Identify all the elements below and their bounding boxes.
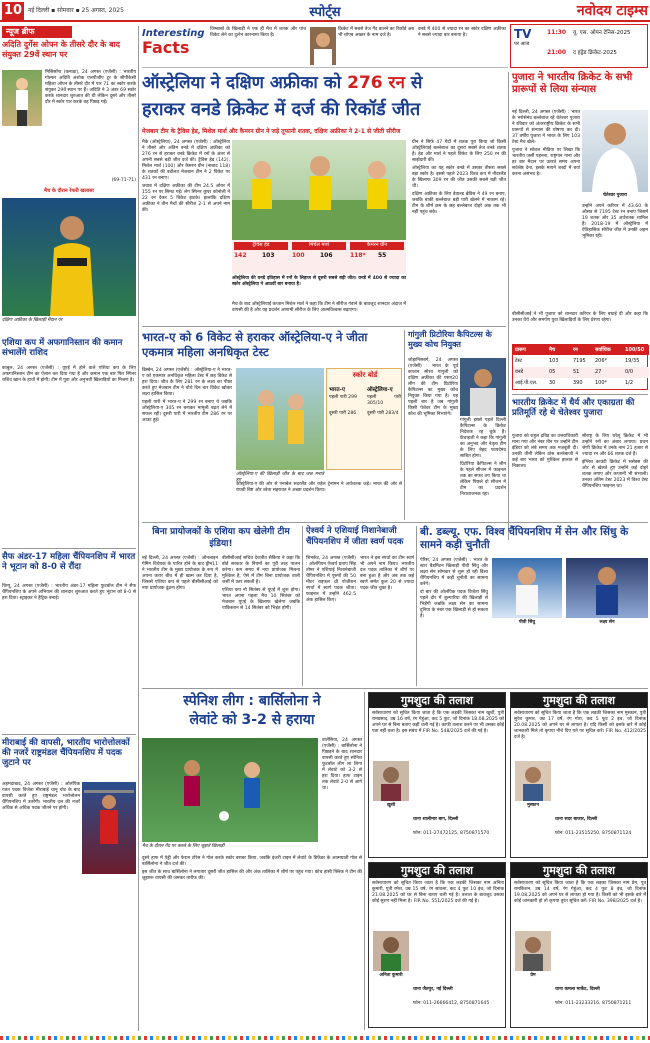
story1-headline: अदिति दुर्गेस ओपन के तीसरे दौर के बाद संयुक्त 29वें स्थान पर [2, 40, 120, 59]
cell: 30 [549, 380, 556, 386]
missing-phone: फोन: 011-23515250, 8750871124 [555, 831, 632, 836]
pujara-stats-table [512, 344, 648, 390]
missing-body: सर्वसाधारण को सूचित किया जाता है कि एक लड़की जिसका नाम खुशी, पुत्री रामप्रसाद, उम्र 16 वर्ष, रंग गेहुंआ, कद 5 फुट, जो दिनांक 18.08.2025 को अपने घर से बिना बताए कहीं चली गई है। काफी तलाश करने पर भी उसका कोई पता नहीं चला है। इस संबंध में FIR No. 548/2025 दर्ज की गई है। [372, 711, 504, 734]
missing-phone: फोन: 011-23233216, 8750871211 [555, 1001, 632, 1006]
story3-headline: सैफ अंडर-17 महिला चैंपियनशिप में भारत ने भूटान को 8-0 से रौंदा [2, 552, 136, 572]
cell: 27 [595, 369, 602, 375]
masthead [0, 0, 650, 22]
section-title: स्पोर्ट्स [309, 5, 341, 20]
asia-body2: बीसीसीआई सचिव देवजीत सैकिया ने कहा कि बोर्ड सरकार के नियमों का पूरी तरह पालन करेगा। कम समय में नया प्रायोजक मिलना मुश्किल है, ऐसे में टीम बिना प्रायोजक वाली जर्सी में उतर सकती है। [222, 556, 300, 585]
score3-label: कैमरन ग्रीन [350, 242, 404, 250]
score3-balls: 55 [378, 252, 387, 259]
missing-body: सर्वसाधारण को सूचित किया जाता है कि एक लड़की जिसका नाम मुस्कान, पुत्री सुरेश कुमार, उम्र 17 वर्ष, रंग गोरा, कद 5 फुट 2 इंच, जो दिनांक 20.08.2025 को अपने घर से लापता है। यदि किसी को इसके बारे में कोई जानकारी मिले तो कृपया नीचे दिए पते पर सूचित करें। FIR No. 412/2025 दर्ज है। [514, 711, 646, 740]
cell: 0/0 [625, 369, 634, 375]
score2-label: मिचेल मार्श [292, 242, 346, 250]
lakshya-photo [566, 558, 648, 618]
th-4: 100/50 [625, 347, 645, 353]
laliga-body3: इस जीत के साथ बार्सिलोना ने लगातार दूसरी जीत हासिल की और अंक तालिका में शीर्ष पर पहुंच गया। कोच हांसी फ्लिक ने टीम की जुझारू वापसी की जमकर तारीफ की। [142, 870, 362, 881]
tv-time2: 21:00 [547, 49, 567, 56]
fact-player-photo [310, 27, 336, 65]
bwf-col1 [420, 558, 488, 686]
tv-show2: द हंड्रेड क्रिकेट-2025 [573, 50, 617, 56]
laliga-body2: दूसरे हाफ में पेड्री और फेरान टोरेस ने गोल करके स्कोर बराबर किया, जबकि इंजरी टाइम में लेवांटे के डिफेंडर के आत्मघाती गोल से बार्सिलोना ने जीत दर्ज की। [142, 856, 362, 867]
bwf-headline: बी. डब्ल्यू. एफ. विश्व चैंपियनशिप में सेन और सिंधु के सामने कड़ी चुनौती [420, 526, 629, 551]
ganguly-col2 [460, 418, 506, 518]
cell: 100* [595, 380, 608, 386]
chess-headline: भारतीय क्रिकेट में धैर्य और एकाग्रता की प्रतिमूर्ति रहे थे चेतेश्वर पुजारा [512, 398, 635, 418]
table-row [513, 367, 649, 378]
story3-body: थिम्पू, 24 अगस्त (एजेंसी) : भारतीय अंडर-17 महिला फुटबॉल टीम ने सैफ चैंपियनशिप के अपने अभियान की शानदार शुरुआत करते हुए भूटान को 8-0 से हरा दिया। स्ट्राइकर ने हैट्रिक बनाई। [2, 584, 136, 601]
missing-photo [373, 761, 409, 801]
pujara-headline: पुजारा ने भारतीय क्रिकेट के सभी प्रारूपों से लिया संन्यास [512, 72, 633, 95]
missing-photo [373, 931, 409, 971]
story2-headline: एशिया कप में अफगानिस्तान की कमान संभालेंगे राशिद [2, 338, 123, 358]
table-row [513, 356, 649, 367]
laliga-col-right [322, 738, 362, 852]
missing-photo [515, 931, 551, 971]
lead-bullet: ऑस्ट्रेलिया की वनडे इतिहास में रनों के लिहाज से दूसरी सबसे बड़ी जीत। वनडे में 400 से ज्यादा का स्कोर ऑस्ट्रेलिया ने आठवीं बार बनाया है। [232, 276, 406, 287]
lead-score-strip [232, 240, 406, 274]
story1-body: मिसिसॉगा (कनाडा), 24 अगस्त (एजेंसी) : भारतीय गोल्फर अदिति अशोक एलपीजीए टूर के सीपीकेसी महिला ओपन के तीसरे दौर में पार 71 का स्कोर करके संयुक्त 29वें स्थान पर हैं। अदिति ने 3 अंडर 69 स्कोर करके शानदार शुरुआत की थी लेकिन दूसरे और तीसरे दौर में स्कोर पार करके वह पिछड़ गईं। [45, 70, 136, 105]
lead-col-right [412, 140, 506, 320]
chess-body3: इंग्लिश काउंटी क्रिकेट में ससेक्स की ओर से खेलते हुए उन्होंने कई दोहरे शतक लगाए और कप्तानी भी संभाली। उनका अंतिम टेस्ट 2023 में विश्व टेस्ट चैंपियनशिप फाइनल था। [582, 460, 648, 489]
pujara-body1: नई दिल्ली, 24 अगस्त (एजेंसी) : भारत के भरोसेमंद बल्लेबाज रहे चेतेश्वर पुजारा ने रविवार को अंतरराष्ट्रीय क्रिकेट के सभी प्रारूपों से संन्यास की घोषणा कर दी। 37 वर्षीय पुजारा ने भारत के लिए 103 टेस्ट मैच खेले। [512, 110, 580, 145]
women-photo-caption: ऑस्ट्रेलिया-ए की खिलाड़ी जीत के बाद जश्न मनाते हुए [236, 472, 324, 483]
missing-name: प्रेम [530, 973, 536, 978]
missing-phone: फोन: 011-27472125, 8750871570 [413, 831, 490, 836]
score2-runs: 100 [292, 252, 305, 259]
referee-photo [2, 198, 136, 316]
shooting-body1: शिमकेंट, 24 अगस्त (एजेंसी) : ओलंपियन ऐश्वर्य प्रताप सिंह तोमर ने एशियाई निशानेबाजी चैंपियनशिप में पुरुषों की 50 मीटर राइफल थ्री पोजीशन स्पर्धा में स्वर्ण पदक जीता। फाइनल में उन्होंने 462.5 अंक हासिल किए। [306, 556, 356, 603]
women-test-headline: भारत-ए को 6 विकेट से हराकर ऑस्ट्रेलिया-ए ने जीता एकमात्र महिला अनधिकृत टेस्ट [142, 330, 368, 359]
scoreboard [326, 368, 402, 470]
missing-station: थाना जैतपुर, नई दिल्ली [413, 987, 453, 992]
asia-body3: एशिया कप नौ सितंबर से यूएई में शुरू होगा। भारत अपना पहला मैच 10 सितंबर को मेजबान यूएई के खिलाफ खेलेगा जबकि पाकिस्तान से 14 सितंबर को भिड़ंत होगी। [222, 588, 300, 611]
th-2: रन [573, 347, 578, 353]
missing-station: थाना कमला मार्केट, दिल्ली [555, 987, 600, 992]
ganguly-col [408, 358, 458, 518]
story4-body: अहमदाबाद, 24 अगस्त (एजेंसी) : ओलंपिक रजत पदक विजेता मीराबाई चानू चोट के बाद वापसी करते हुए राष्ट्रमंडल भारोत्तोलन चैंपियनशिप में उतरेंगी। भारतीय दल की नजरें अधिक से अधिक पदक जीतने पर होंगी। [2, 782, 80, 811]
laliga-bottom [142, 856, 362, 1026]
ganguly-headline: गांगुली प्रिटोरिया कैपिटल्स के मुख्य कोच नियुक्त [408, 330, 492, 349]
story4-headline: मीराबाई की वापसी, भारतीय भारोत्तोलकों की नजरें राष्ट्रमंडल चैंपियनशिप में पदक जुटाने पर [2, 738, 130, 768]
weightlifter-photo [82, 782, 136, 874]
referee-caption: मैच के दौरान रेफरी खलासा [44, 188, 94, 194]
tv-sub: पर आज [514, 41, 530, 47]
missing-name: मुस्कान [527, 803, 539, 808]
tv-time1: 11:30 [547, 29, 567, 36]
laliga-head1: स्पेनिश लीग : बार्सिलोना ने [183, 693, 321, 709]
india-a-s1: पहली पारी 299 [329, 395, 357, 400]
lead-body5: दक्षिण अफ्रीका के लिए डेवाल्ड ब्रेविस ने 49 रन बनाए, जबकि बाकी बल्लेबाज बड़ी पारी खेलने में नाकाम रहे। टीम के शीर्ष क्रम के छह बल्लेबाज दोहरे अंक तक भी नहीं पहुंच सके। [412, 192, 506, 215]
aus-a-label: ऑस्ट्रेलिया-ए [367, 387, 393, 393]
cell: आई.पी.एल. [515, 380, 538, 386]
paper-name: नवोदय टाइम्स [576, 3, 648, 19]
missing-notice-3 [368, 862, 506, 1028]
facts-word2: Facts [142, 38, 190, 57]
chess-body1: पुजारा को राहुल द्रविड़ का उत्तराधिकारी माना गया और नंबर तीन पर उन्होंने टीम इंडिया को लंबे समय तक मजबूती दी। उनकी धीमी लेकिन ठोस बल्लेबाजी ने कई बार भारत को मुश्किल हालात से निकाला। [512, 434, 578, 469]
ganguly-photo [460, 358, 506, 416]
score1-label: ट्रैविस हेड [234, 242, 288, 250]
score3-runs: 118* [350, 252, 366, 259]
fact-3: वनडे में 400 से ज्यादा रन का स्कोर दक्षिण अफ्रीका ने सबसे ज्यादा बार बनाया है। [418, 27, 506, 38]
asia-body1: नई दिल्ली, 24 अगस्त (एजेंसी) : ऑनलाइन गेमिंग विधेयक के पारित होने के बाद ड्रीम11 ने भारतीय टीम के मुख्य प्रायोजक के रूप में अपना करार बीच में ही खत्म कर दिया है, जिससे एशिया कप से पहले बीसीसीआई को नया प्रायोजक ढूंढना होगा। [142, 556, 218, 591]
missing-photo [515, 761, 551, 801]
cell: 51 [573, 369, 580, 375]
ganguly-body1: जोहानिसबर्ग, 24 अगस्त (एजेंसी) : भारत के पूर्व कप्तान सौरव गांगुली को दक्षिण अफ्रीका की एसए20 लीग की टीम प्रिटोरिया कैपिटल्स का मुख्य कोच नियुक्त किया गया है। यह पहली बार है जब गांगुली किसी पेशेवर टीम के मुख्य कोच की भूमिका निभाएंगे। [408, 358, 458, 417]
pujara-col [512, 110, 580, 310]
missing-notice-1 [368, 692, 506, 858]
missing-title: गुमशुदा की तलाश [511, 693, 647, 708]
women-body2: पहली पारी में भारत-ए ने 299 रन बनाए थे जबकि ऑस्ट्रेलिया-ए 305 रन बनाकर मामूली बढ़त लेने में सफल रही। दूसरी पारी में भारतीय टीम 286 रन पर आउट हुई। [142, 400, 232, 423]
lead-head-post: से [410, 73, 423, 93]
photo2-caption: दक्षिण अफ्रीका के खिलाड़ी मैदान पर [2, 318, 63, 323]
table-row [513, 378, 649, 389]
interesting-facts [142, 24, 508, 68]
lead-headline-1 [142, 72, 506, 96]
bwf-body2: दो बार की ओलंपिक पदक विजेता सिंधु पहले दौर में बुल्गारिया की खिलाड़ी से भिड़ेंगी जबकि लक्ष्य सेन का सामना दुनिया के नंबर एक खिलाड़ी से हो सकता है। [420, 590, 488, 619]
score1-runs: 142 [234, 252, 247, 259]
pujara-body2: पुजारा ने सोशल मीडिया पर लिखा कि भारतीय जर्सी पहनना, राष्ट्रगान गाना और हर बार मैदान पर उतरते समय अपना सर्वश्रेष्ठ देना, इसके मायने शब्दों में बयां करना असंभव है। [512, 148, 580, 177]
laliga-body1: वालेंसिया, 24 अगस्त (एजेंसी) : बार्सिलोना ने पिछड़ने के बाद शानदार वापसी करते हुए स्पेनिश फुटबॉल लीग ला लिगा में लेवांटे को 3-2 से हरा दिया। हाफ टाइम तक लेवांटे 2-0 से आगे था। [322, 738, 362, 791]
story2-body: काबुल, 24 अगस्त (एजेंसी) : यूएई में होने वाले एशिया कप के लिए अफगानिस्तान टीम का ऐलान कर दिया गया है और कमान एक बार फिर स्पिनर राशिद खान के हाथों में होगी। टीम में युवा और अनुभवी खिलाड़ियों का मिश्रण है। [2, 366, 136, 383]
shooting-col2 [360, 556, 414, 686]
lead-body4: ऑस्ट्रेलिया का यह स्कोर वनडे में उसका तीसरा सबसे बड़ा स्कोर है। इससे पहले 2023 विश्व कप में नीदरलैंड के खिलाफ 309 रन की जीत उसकी सबसे बड़ी जीत थी। [412, 166, 506, 189]
missing-notice-2 [510, 692, 648, 858]
women-body1: ब्रिस्बेन, 24 अगस्त (एजेंसी) : ऑस्ट्रेलिया-ए ने भारत-ए को एकमात्र अनधिकृत महिला टेस्ट में छह विकेट से हरा दिया। जीत के लिए 281 रन के लक्ष्य का पीछा करते हुए मेजबान टीम ने चौथे दिन चार विकेट खोकर लक्ष्य हासिल किया। [142, 368, 232, 397]
cell: 1/2 [625, 380, 634, 386]
news-brief-column [2, 26, 136, 1031]
women-test-photo [236, 368, 324, 470]
aus-a-s1: पहली पारी 305/10 [367, 395, 401, 406]
facts-logo [142, 28, 208, 64]
missing-station: थाना शालीमार बाग, दिल्ली [413, 817, 459, 822]
missing-body: सर्वसाधारण को सूचित किया जाता है कि एक लड़की जिसका नाम अनिता कुमारी, पुत्री रमेश, उम्र 15 वर्ष, रंग सांवला, कद 4 फुट 10 इंच, जो दिनांक 21.08.2025 को घर से बिना बताए चली गई है। तलाश के बावजूद उसका कोई सुराग नहीं मिला है। FIR No. 551/2025 दर्ज की गई है। [372, 881, 504, 904]
india-a-s2: दूसरी पारी 286 [329, 411, 357, 416]
tv-label: TV [514, 27, 532, 41]
page-number: 10 [3, 3, 23, 18]
th-0: प्रारूप [515, 347, 526, 353]
sindhu-photo [492, 558, 562, 618]
golfer-photo [2, 70, 42, 126]
bottom-dot-strip [0, 1036, 650, 1040]
shooting-col1 [306, 556, 356, 686]
missing-title: गुमशुदा की तलाश [511, 863, 647, 878]
lead-head-num: 276 रन [347, 73, 405, 93]
cell: 05 [549, 369, 556, 375]
lead-subhead: मेजबान टीम के ट्रैविस हेड, मिशेल मार्श और कैमरन ग्रीन ने जड़े तूफानी शतक, दक्षिण अफ्रीका ने 2-1 से जीती सीरीज [142, 128, 401, 135]
score1-balls: 103 [262, 252, 275, 259]
chess-body2: सौराष्ट्र के लिए घरेलू क्रिकेट में भी उन्होंने रनों का अंबार लगाया। प्रथम श्रेणी क्रिकेट में उनके नाम 21 हजार से ज्यादा रन और 66 शतक दर्ज हैं। [582, 434, 648, 457]
lead-col1 [142, 140, 230, 320]
missing-name: खुशी [386, 803, 396, 808]
lead-photo [232, 140, 406, 240]
score2-balls: 106 [320, 252, 333, 259]
cell: 390 [573, 380, 583, 386]
missing-name: अनिता कुमारी [379, 973, 403, 978]
ganguly-body3: प्रिटोरिया कैपिटल्स ने लीग के पहले सीजन में फाइनल तक का सफर तय किया था लेकिन पिछले दो सीजन में टीम का प्रदर्शन निराशाजनक रहा। [460, 462, 506, 497]
facts-word1: Interesting [142, 28, 205, 39]
missing-title: गुमशुदा की तलाश [369, 863, 505, 878]
missing-notice-4 [510, 862, 648, 1028]
missing-station: थाना सदर बाजार, दिल्ली [555, 817, 598, 822]
news-brief-label: न्यूज ब्रीफ [2, 26, 72, 38]
cell: वनडे [515, 369, 524, 375]
missing-title: गुमशुदा की तलाश [369, 693, 505, 708]
story1-scores: (69-71-71) [111, 178, 136, 183]
sindhu-caption: पीवी सिंधु [518, 620, 536, 625]
lead-body3: ग्रीन ने सिर्फ 47 गेंदों में शतक पूरा किया जो किसी ऑस्ट्रेलियाई बल्लेबाज का दूसरा सबसे तेज वनडे शतक है। हेड और मार्श ने पहले विकेट के लिए 250 रन की साझेदारी की। [412, 140, 506, 163]
pujara-photo [582, 110, 648, 192]
tv-schedule [510, 24, 648, 68]
women-body3: ऑस्ट्रेलिया-ए की ओर से एनाबेल सदरलैंड और राहेल ट्रेनामन ने अर्धशतक जड़े। भारत की ओर से राघवी बिष्ट और श्वेता सहरावत ने अच्छा प्रदर्शन किया। [236, 482, 402, 493]
city-date: नई दिल्ली ▪ सोमवार ▪ 25 अगस्त, 2025 [28, 7, 124, 14]
aus-a-s2: दूसरी पारी 283/4 [367, 411, 399, 416]
india-a-label: भारत-ए [329, 387, 345, 393]
women-test-col1 [142, 368, 232, 518]
fact-2: क्रिकेट में सबसे तेज गेंद डालने का रिकॉर्ड अब भी शोएब अख्तर के नाम दर्ज है। [338, 27, 414, 38]
bwf-body1: पेरिस, 24 अगस्त (एजेंसी) : भारत के स्टार बैडमिंटन खिलाड़ी पीवी सिंधु और लक्ष्य सेन सोमवार से शुरू हो रही विश्व चैंपियनशिप में कड़ी चुनौती का सामना करेंगे। [420, 558, 488, 587]
shooting-body2: भारत ने इस स्पर्धा का टीम स्वर्ण भी अपने नाम किया। भारतीय दल पदक तालिका में शीर्ष पर बना हुआ है और अब तक कई स्वर्ण समेत कुल 20 से ज्यादा पदक जीत चुका है। [360, 556, 414, 591]
cell: 206* [595, 358, 608, 364]
th-1: मैच [549, 347, 556, 353]
ganguly-body2: गांगुली इससे पहले दिल्ली कैपिटल्स के क्रिकेट निदेशक रह चुके हैं। फ्रेंचाइजी ने कहा कि गांगुली का अनुभव और नेतृत्व टीम के लिए बेहद फायदेमंद साबित होगा। [460, 418, 506, 459]
pujara-col2 [582, 204, 648, 310]
laliga-caption: मैच के दौरान गेंद पर कब्जे के लिए जूझते खिलाड़ी [142, 844, 225, 849]
laliga-head2: लेवांटे को 3-2 से हराया [189, 712, 315, 728]
asia-cup-col2 [222, 556, 300, 686]
table-header [513, 345, 649, 355]
missing-body: सर्वसाधारण को सूचित किया जाता है कि एक लड़का जिसका नाम प्रेम, पुत्र रामकिशन, उम्र 14 वर्ष, रंग गेहुंआ, कद 4 फुट 8 इंच, जो दिनांक 19.08.2025 को अपने घर से लापता हो गया है। किसी को भी इसके बारे में कोई जानकारी हो तो कृपया तुरंत सूचित करें। FIR No. 398/2025 दर्ज है। [514, 881, 646, 904]
lead-body1: मैके (ऑस्ट्रेलिया), 24 अगस्त (एजेंसी) : ऑस्ट्रेलिया ने तीसरे और अंतिम वनडे में दक्षिण अफ्रीका को 276 रन से हराकर वनडे क्रिकेट में रनों के अंतर से अपनी सबसे बड़ी जीत दर्ज की। ट्रैविस हेड (142), मिशेल मार्श (100) और कैमरन ग्रीन (नाबाद 118) के शतकों की बदौलत मेजबान टीम ने 2 विकेट पर 431 रन बनाए। [142, 140, 230, 181]
laliga-photo [142, 738, 318, 842]
missing-phone: फोन: 011-26666412, 8750871645 [413, 1001, 490, 1006]
asia-cup-col1 [142, 556, 218, 686]
shooting-headline: ऐश्वर्य ने एशियाई निशानेबाजी चैंपियनशिप में जीता स्वर्ण पदक [306, 526, 404, 547]
cell: 7195 [573, 358, 586, 364]
cell: 103 [549, 358, 559, 364]
cell: टेस्ट [515, 358, 522, 364]
lead-headline-2: हराकर वनडे क्रिकेट में दर्ज की रिकॉर्ड जीत [142, 99, 421, 120]
lakshya-caption: लक्ष्य सेन [599, 620, 615, 625]
fact-1: जिम्बाब्वे के खिलाड़ी ने एक ही मैच में शतक और पांच विकेट लेने का दुर्लभ कारनामा किया है। [210, 27, 306, 38]
lead-body2: जवाब में दक्षिण अफ्रीका की टीम 24.5 ओवर में 155 रन पर सिमट गई। लेग स्पिनर कूपर कोनोली ने 22 रन देकर 5 विकेट झटके। हालांकि दक्षिण अफ्रीका ने तीन मैचों की सीरीज 2-1 से अपने नाम की। [142, 184, 230, 213]
pujara-photo-caption: चेतेश्वर पुजारा [603, 193, 627, 198]
th-3: सर्वाधिक [595, 347, 611, 353]
scoreboard-title: स्कोर बोर्ड [352, 371, 378, 379]
laliga-headline [142, 692, 362, 732]
lead-body6: मैच के बाद ऑस्ट्रेलियाई कप्तान मिशेल मार्श ने कहा कि टीम ने सीरीज गंवाने के बावजूद शानदार अंदाज में वापसी की है और यह प्रदर्शन आगामी सीरीज के लिए आत्मविश्वास बढ़ाएगा। [232, 302, 406, 313]
pujara-body4: बीसीसीआई ने भी पुजारा को शानदार करियर के लिए बधाई दी और कहा कि उनका धैर्य और समर्पण युवा खिलाड़ियों के लिए प्रेरणा रहेगा। [512, 312, 648, 323]
asia-cup-headline: बिना प्रायोजकों के एशिया कप खेलेगी टीम इंडिया! [152, 527, 290, 549]
cell: 19/35 [625, 358, 640, 364]
tv-show1: यू. एस. ओपन टेनिस-2025 [573, 30, 631, 36]
lead-head-pre: ऑस्ट्रेलिया ने दक्षिण अफ्रीका को [142, 73, 342, 93]
pujara-body3: उन्होंने अपने करियर में 43.60 के औसत से 7195 टेस्ट रन बनाए जिसमें 19 शतक और 35 अर्धशतक शामिल हैं। 2018-19 में ऑस्ट्रेलिया में ऐतिहासिक सीरीज जीत में उनकी अहम भूमिका रही। [582, 204, 648, 239]
